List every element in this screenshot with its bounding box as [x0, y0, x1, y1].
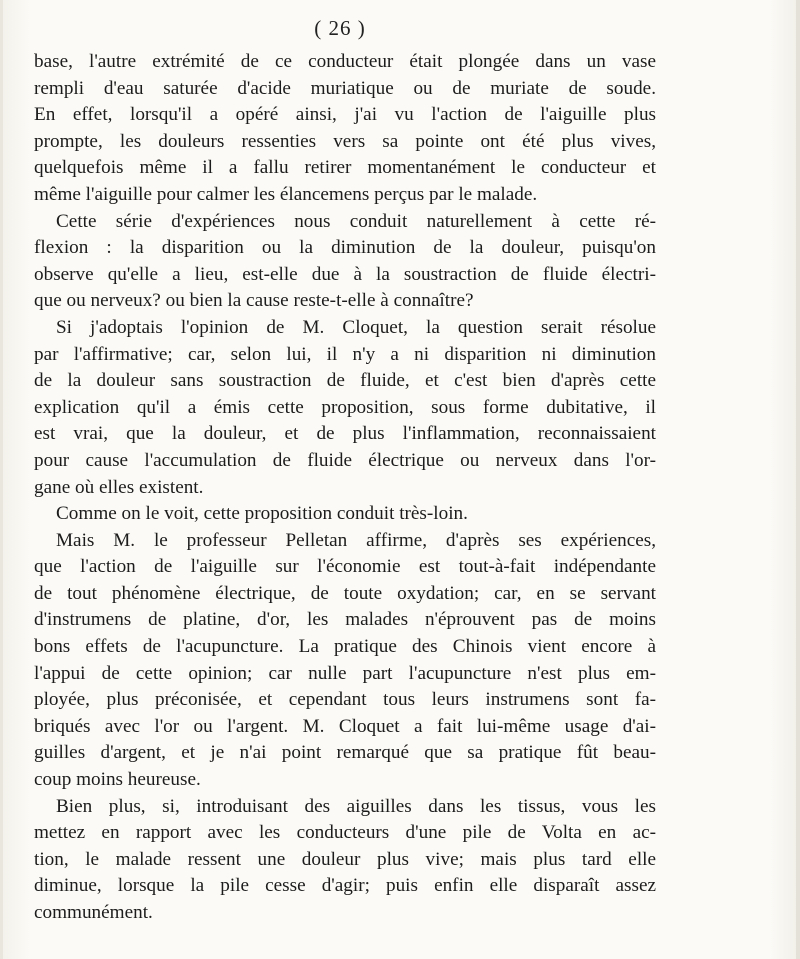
text-line: que l'action de l'aiguille sur l'économie est tout-à-fait indépendante [34, 556, 656, 578]
text-line: ployée, plus préconisée, et cependant tous leurs instrumens sont fa- [34, 689, 656, 711]
text-line: quelquefois même il a fallu retirer momentanément le conducteur et [34, 157, 656, 179]
text-line: flexion : la disparition ou la diminution de la douleur, puisqu'on [34, 237, 656, 259]
text-line: par l'affirmative; car, selon lui, il n'y a ni disparition ni diminution [34, 343, 656, 365]
text-line: mettez en rapport avec les conducteurs d'une pile de Volta en ac- [34, 822, 656, 844]
text-line: gane où elles existent. [34, 476, 204, 498]
text-line: guilles d'argent, et je n'ai point remarqué que sa pratique fût beau- [34, 742, 656, 764]
text-line: explication qu'il a émis cette proposition, sous forme dubitative, il [34, 396, 656, 418]
text-line: que ou nerveux? ou bien la cause reste-t-elle à connaître? [34, 290, 474, 312]
text-line: base, l'autre extrémité de ce conducteur était plongée dans un vase [34, 51, 656, 72]
text-line: d'instrumens de platine, d'or, les malades n'éprouvent pas de moins [34, 609, 656, 631]
text-line: communément. [34, 902, 153, 923]
text-line: tion, le malade ressent une douleur plus vive; mais plus tard elle [34, 848, 656, 870]
text-line: est vrai, que la douleur, et de plus l'inflammation, reconnaissaient [34, 423, 656, 445]
text-line: briqués avec l'or ou l'argent. M. Cloquet a fait lui-même usage d'ai- [34, 715, 656, 737]
text-line: de tout phénomène électrique, de toute oxydation; car, en se servant [34, 582, 656, 604]
page-right-edge [796, 0, 800, 959]
text-line: prompte, les douleurs ressenties vers sa pointe ont été plus vives, [34, 130, 656, 152]
text-line: diminue, lorsque la pile cesse d'agir; puis enfin elle disparaît assez [34, 875, 656, 897]
text-line: l'appui de cette opinion; car nulle part l'acupuncture n'est plus em- [34, 662, 656, 684]
text-line: Bien plus, si, introduisant des aiguilles dans les tissus, vous les [56, 795, 656, 817]
text-line: Mais M. le professeur Pelletan affirme, d'après ses expériences, [56, 529, 656, 551]
text-line: même l'aiguille pour calmer les élancemens perçus par le malade. [34, 183, 538, 205]
body-text [34, 49, 656, 927]
text-line: Si j'adoptais l'opinion de M. Cloquet, la question serait résolue [56, 316, 656, 338]
text-line: de la douleur sans soustraction de fluide, et c'est bien d'après cette [34, 370, 656, 392]
page-left-edge [0, 0, 3, 959]
text-line: observe qu'elle a lieu, est-elle due à la soustraction de fluide électri- [34, 263, 656, 285]
text-line: En effet, lorsqu'il a opéré ainsi, j'ai vu l'action de l'aiguille plus [34, 104, 656, 126]
page-number: ( 26 ) [314, 16, 366, 40]
text-line: pour cause l'accumulation de fluide électrique ou nerveux dans l'or- [34, 449, 656, 471]
text-line: Comme on le voit, cette proposition conduit très-loin. [56, 503, 468, 525]
text-line: bons effets de l'acupuncture. La pratique des Chinois vient encore à [34, 636, 656, 658]
text-line: Cette série d'expériences nous conduit naturellement à cette ré- [56, 210, 656, 232]
text-line: rempli d'eau saturée d'acide muriatique ou de muriate de soude. [34, 77, 656, 99]
text-line: coup moins heureuse. [34, 769, 201, 791]
